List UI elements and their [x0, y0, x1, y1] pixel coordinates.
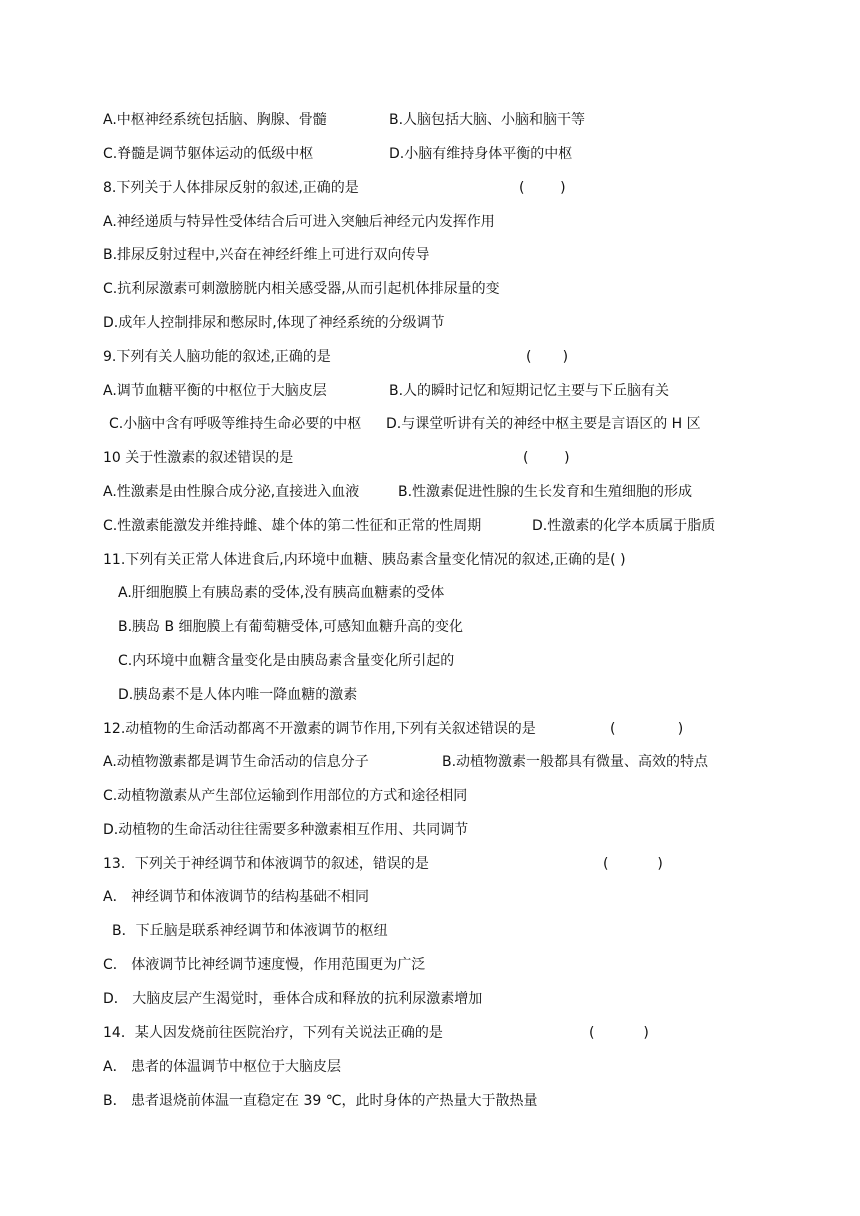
- question-11: 11.下列有关正常人体进食后,内环境中血糖、胰岛素含量变化情况的叙述,正确的是( ): [103, 552, 626, 568]
- option-d: D.与课堂听讲有关的神经中枢主要是言语区的 H 区: [386, 416, 701, 432]
- option-b: B.排尿反射过程中,兴奋在神经纤维上可进行双向传导: [103, 247, 430, 263]
- option-d: D.动植物的生命活动往往需要多种激素相互作用、共同调节: [103, 822, 469, 838]
- option-a: A.动植物激素都是调节生命活动的信息分子: [103, 754, 369, 770]
- question-13: 13．下列关于神经调节和体液调节的叙述，错误的是: [103, 856, 429, 872]
- option-c: C． 体液调节比神经调节速度慢，作用范围更为广泛: [103, 957, 426, 973]
- option-a: A． 神经调节和体液调节的结构基础不相同: [103, 889, 370, 905]
- option-c: C.脊髓是调节躯体运动的低级中枢: [103, 146, 314, 162]
- question-12: 12.动植物的生命活动都离不开激素的调节作用,下列有关叙述错误的是: [103, 721, 536, 737]
- answer-bracket: ( ): [519, 180, 566, 196]
- option-d: D.性激素的化学本质属于脂质: [532, 518, 716, 534]
- option-b: B． 患者退烧前体温一直稳定在 39 ℃，此时身体的产热量大于散热量: [103, 1093, 538, 1109]
- option-d: D.胰岛素不是人体内唯一降血糖的激素: [118, 687, 358, 703]
- answer-bracket: ( ): [526, 349, 569, 365]
- option-a: A． 患者的体温调节中枢位于大脑皮层: [103, 1059, 342, 1075]
- answer-bracket: ( ): [610, 721, 684, 737]
- option-a: A.性激素是由性腺合成分泌,直接进入血液: [103, 484, 360, 500]
- option-d: D． 大脑皮层产生渴觉时，垂体合成和释放的抗利尿激素增加: [103, 991, 483, 1007]
- option-b: B.人的瞬时记忆和短期记忆主要与下丘脑有关: [389, 383, 670, 399]
- question-9: 9.下列有关人脑功能的叙述,正确的是: [103, 349, 331, 365]
- option-b: B.胰岛 B 细胞膜上有葡萄糖受体,可感知血糖升高的变化: [118, 619, 464, 635]
- question-8: 8.下列关于人体排尿反射的叙述,正确的是: [103, 180, 359, 196]
- option-c: C.动植物激素从产生部位运输到作用部位的方式和途径相同: [103, 788, 468, 804]
- option-b: B.性激素促进性腺的生长发育和生殖细胞的形成: [398, 484, 693, 500]
- option-a: A.神经递质与特异性受体结合后可进入突触后神经元内发挥作用: [103, 214, 495, 230]
- question-14: 14．某人因发烧前往医院治疗，下列有关说法正确的是: [103, 1025, 443, 1041]
- question-10: 10 关于性激素的叙述错误的是: [103, 450, 294, 466]
- option-c: C.小脑中含有呼吸等维持生命必要的中枢: [109, 416, 362, 432]
- answer-bracket: ( ): [603, 856, 663, 872]
- option-d: D.小脑有维持身体平衡的中枢: [389, 146, 573, 162]
- option-a: A.肝细胞膜上有胰岛素的受体,没有胰高血糖素的受体: [118, 585, 445, 601]
- option-c: C.性激素能激发并维持雌、雄个体的第二性征和正常的性周期: [103, 518, 482, 534]
- answer-bracket: ( ): [523, 450, 570, 466]
- option-b: B．下丘脑是联系神经调节和体液调节的枢纽: [112, 923, 388, 939]
- answer-bracket: ( ): [589, 1025, 649, 1041]
- option-a: A.调节血糖平衡的中枢位于大脑皮层: [103, 383, 327, 399]
- option-c: C.抗利尿激素可刺激膀胱内相关感受器,从而引起机体排尿量的变: [103, 281, 500, 297]
- option-c: C.内环境中血糖含量变化是由胰岛素含量变化所引起的: [118, 653, 455, 669]
- option-b: B.动植物激素一般都具有微量、高效的特点: [442, 754, 709, 770]
- option-d: D.成年人控制排尿和憋尿时,体现了神经系统的分级调节: [103, 315, 445, 331]
- option-a: A.中枢神经系统包括脑、胸腺、骨髓: [103, 112, 327, 128]
- option-b: B.人脑包括大脑、小脑和脑干等: [389, 112, 586, 128]
